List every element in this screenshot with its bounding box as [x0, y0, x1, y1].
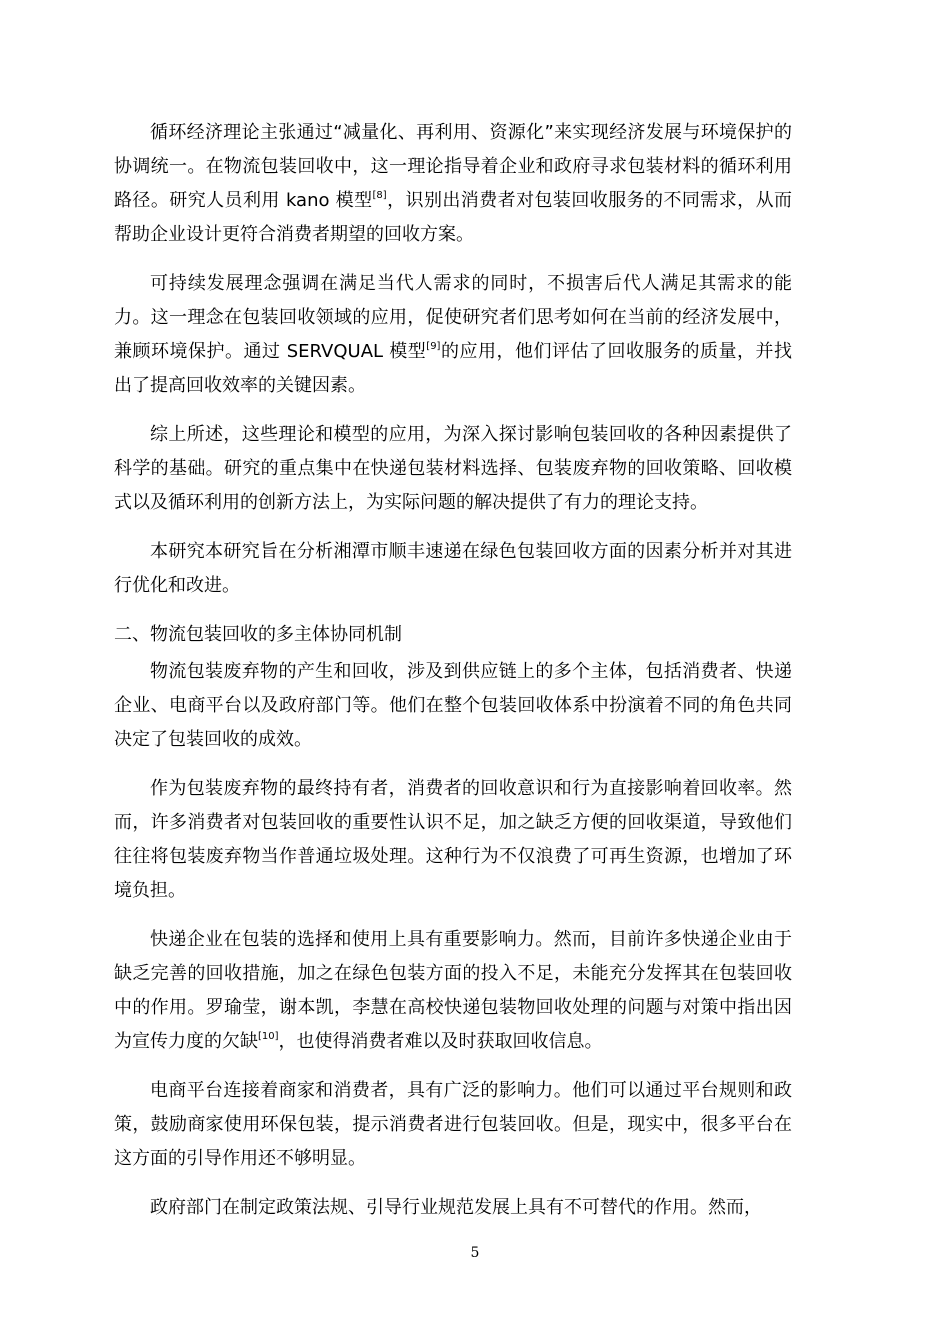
paragraph-government [114, 1191, 792, 1225]
citation-10: [10] [258, 1031, 279, 1042]
page-body [114, 116, 792, 1240]
paragraph-circular-economy [114, 116, 792, 252]
paragraph-ecommerce-platforms [114, 1074, 792, 1176]
paragraph-text: 政府部门在制定政策法规、引导行业规范发展上具有不可替代的作用。然而， [150, 1197, 762, 1218]
paragraph-text: 物流包装废弃物的产生和回收，涉及到供应链上的多个主体，包括消费者、快递企业、电商平台以及政府部门等。他们在整个包装回收体系中扮演着不同的角色共同决定了包装回收的成效。 [114, 661, 792, 750]
page-number: 5 [470, 1245, 480, 1261]
paragraph-text: ，识别出消费者对包装回收服务的不同需求，从而帮助企业设计更符合消费者期望的回收方案。 [114, 190, 792, 245]
paragraph-stakeholders [114, 655, 792, 757]
paragraph-text: 循环经济理论主张通过“减量化、再利用、资源化”来实现经济发展与环境保护的协调统一。在物流包装回收中，这一理论指导着企业和政府寻求包装材料的循环利用路径。研究人员利用 kano 模型 [114, 122, 792, 211]
paragraph-research-aim [114, 535, 792, 603]
citation-9: [9] [426, 341, 441, 352]
paragraph-summary [114, 418, 792, 520]
paragraph-text: 电商平台连接着商家和消费者，具有广泛的影响力。他们可以通过平台规则和政策，鼓励商家使用环保包装，提示消费者进行包装回收。但是，现实中，很多平台在这方面的引导作用还不够明显。 [114, 1080, 792, 1169]
paragraph-express-companies [114, 923, 792, 1059]
paragraph-text: 快递企业在包装的选择和使用上具有重要影响力。然而，目前许多快递企业由于缺乏完善的回收措施，加之在绿色包装方面的投入不足，未能充分发挥其在包装回收中的作用。罗瑜莹，谢本凯，李慧在高校快递包装物回收处理的问题与对策中指出因为宣传力度的欠缺 [114, 929, 792, 1052]
citation-8: [8] [372, 190, 387, 201]
section-heading: 二、物流包装回收的多主体协同机制 [114, 624, 402, 645]
paragraph-text: 的应用，他们评估了回收服务的质量，并找出了提高回收效率的关键因素。 [114, 341, 793, 396]
paragraph-sustainable-development [114, 267, 792, 403]
paragraph-text: 作为包装废弃物的最终持有者，消费者的回收意识和行为直接影响着回收率。然而，许多消费者对包装回收的重要性认识不足，加之缺乏方便的回收渠道，导致他们往往将包装废弃物当作普通垃圾处理。这种行为不仅浪费了可再生资源，也增加了环境负担。 [114, 778, 792, 901]
paragraph-text: 本研究本研究旨在分析湘潭市顺丰速递在绿色包装回收方面的因素分析并对其进行优化和改进。 [114, 541, 792, 596]
paragraph-text: ，也使得消费者难以及时获取回收信息。 [278, 1031, 603, 1052]
paragraph-text: 可持续发展理念强调在满足当代人需求的同时，不损害后代人满足其需求的能力。这一理念在包装回收领域的应用，促使研究者们思考如何在当前的经济发展中，兼顾环境保护。通过 SERVQUAL 模型 [114, 273, 792, 362]
paragraph-text: 综上所述，这些理论和模型的应用，为深入探讨影响包装回收的各种因素提供了科学的基础。研究的重点集中在快递包装材料选择、包装废弃物的回收策略、回收模式以及循环利用的创新方法上，为实际问题的解决提供了有力的理论支持。 [114, 424, 792, 513]
paragraph-consumers [114, 772, 792, 908]
